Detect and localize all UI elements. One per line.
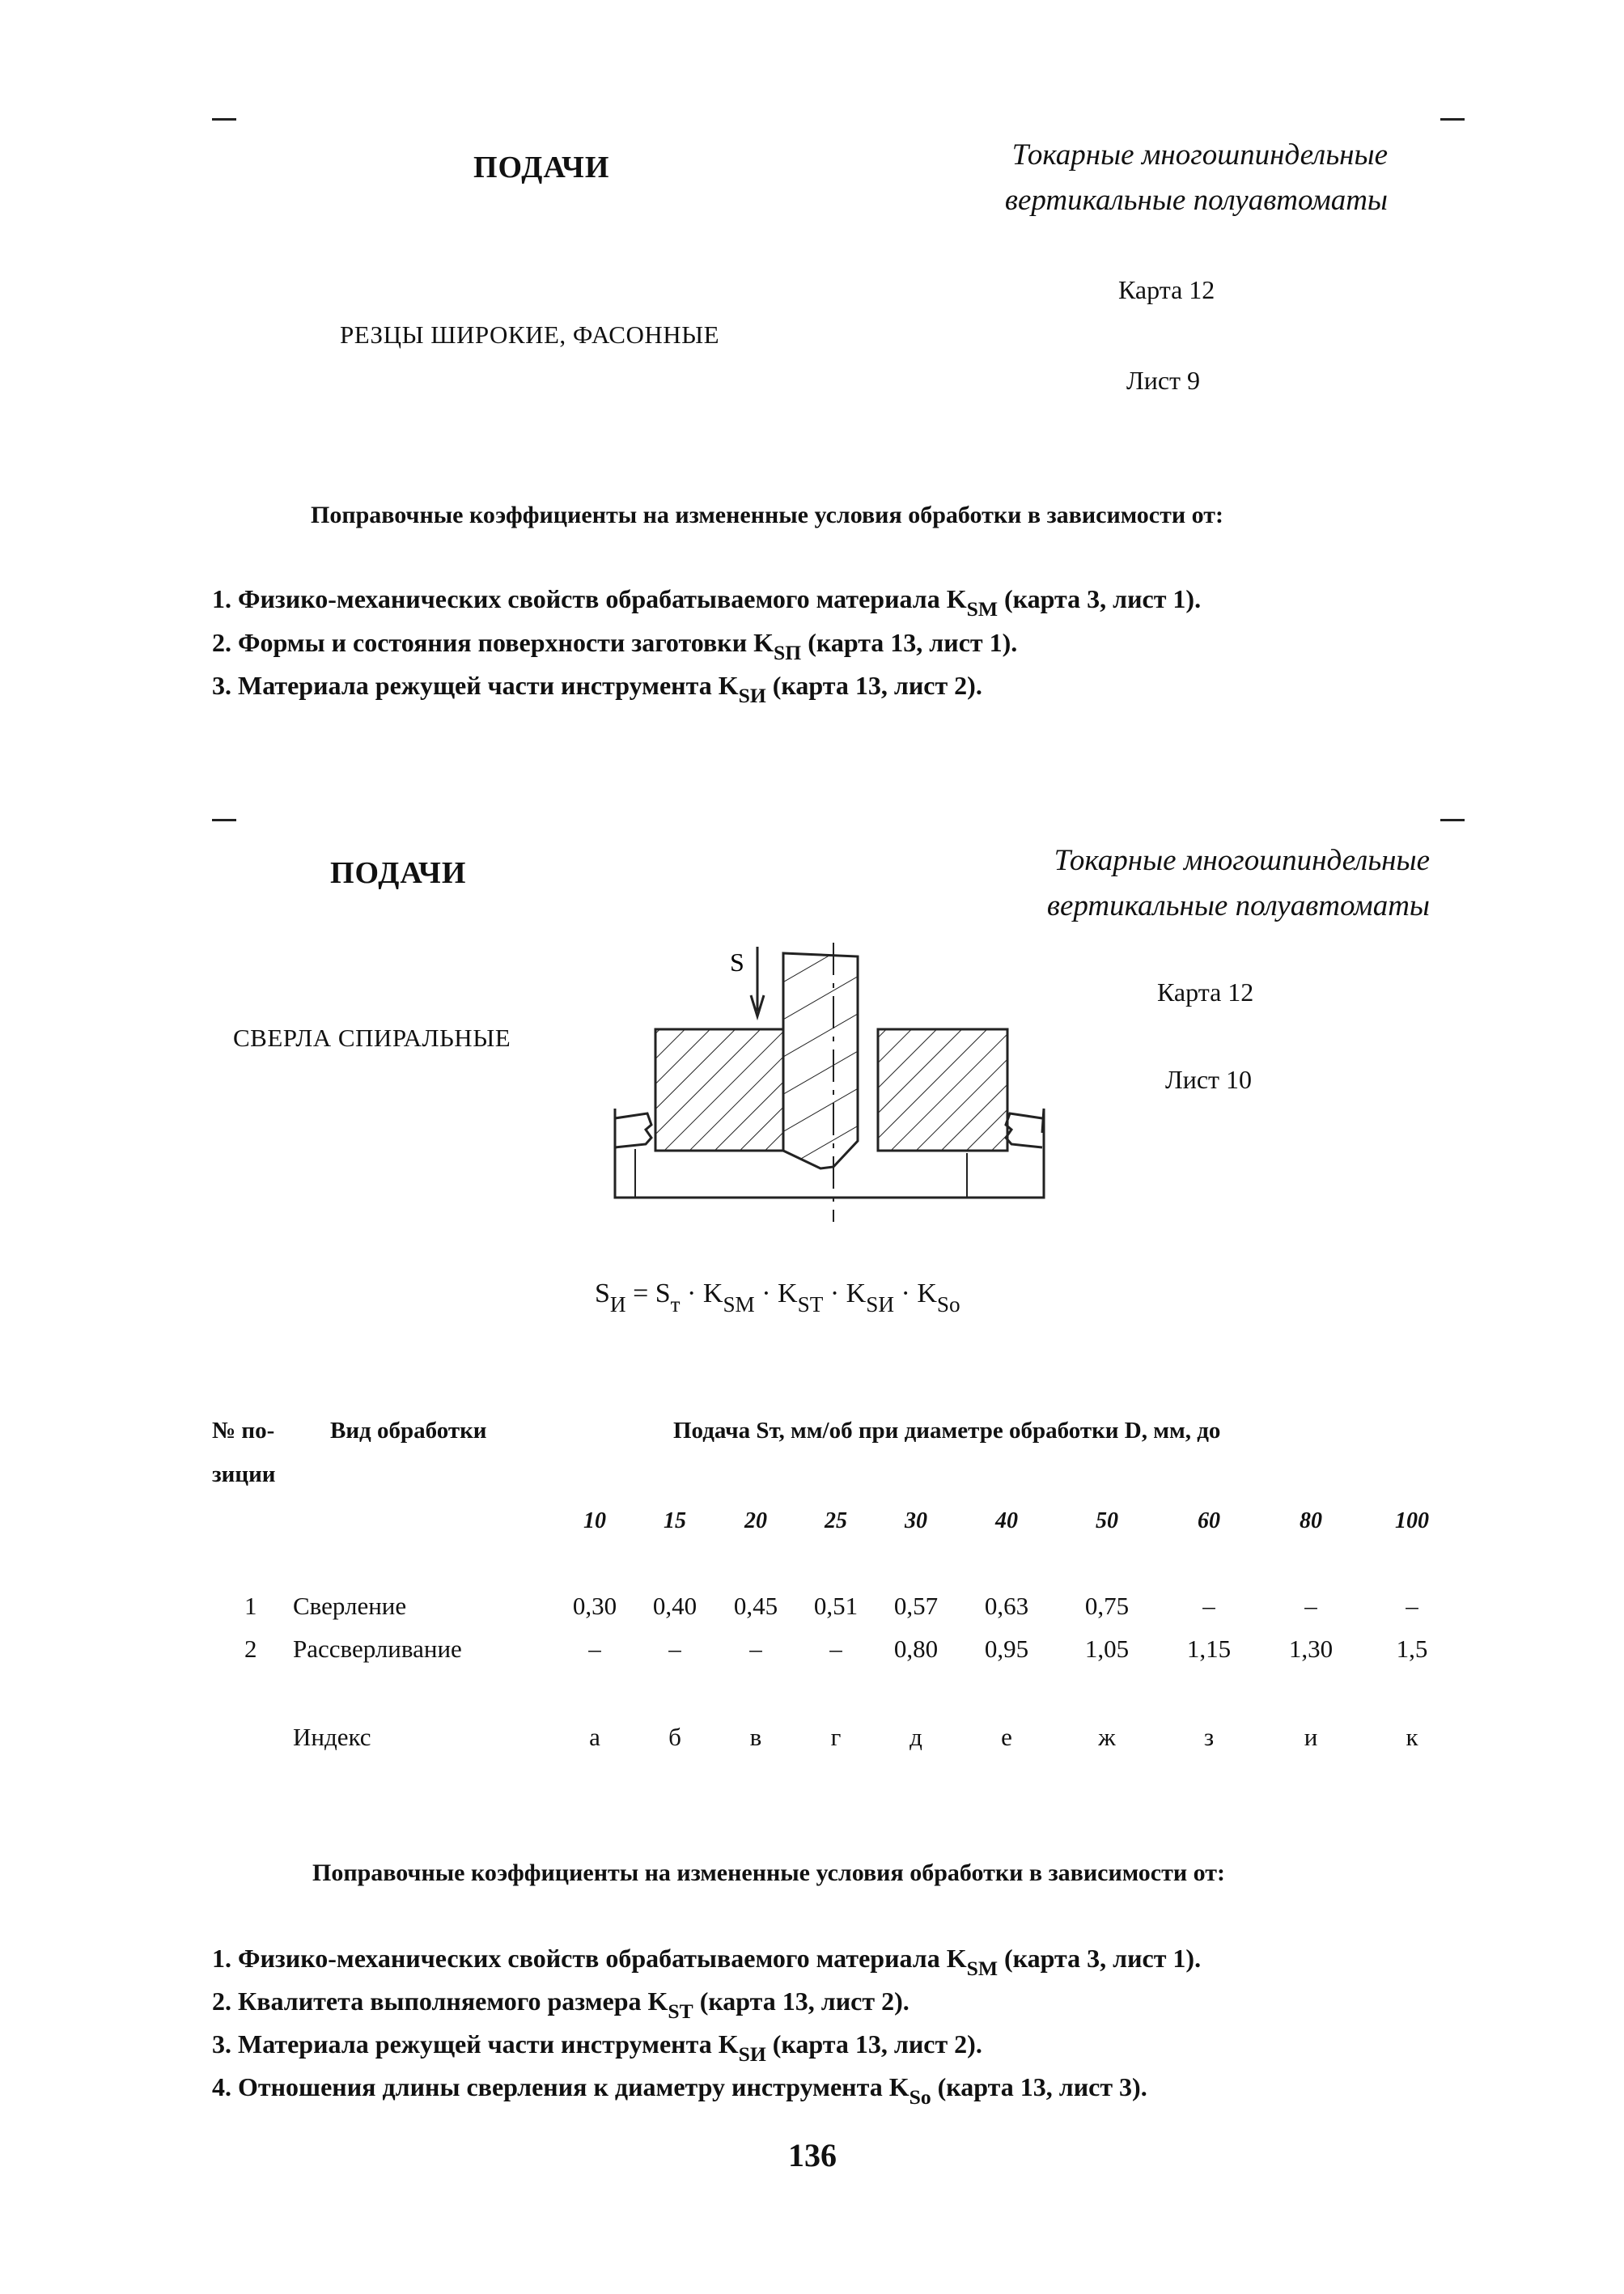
- section1-card: Карта 12: [1118, 275, 1215, 304]
- table-diameter: 10: [583, 1508, 606, 1533]
- table-index-cell: б: [668, 1723, 681, 1751]
- section1-machine-type: [1005, 133, 1388, 223]
- table-col-feed: Подача Sт, мм/об при диаметре обработки D, мм, до: [673, 1418, 1221, 1444]
- section1-correction-heading: Поправочные коэффициенты на измененные условия обработки в зависимости от:: [311, 502, 1223, 528]
- table-row-name: Сверление: [293, 1592, 407, 1620]
- table-index-cell: к: [1406, 1723, 1418, 1751]
- table-cell: 1,15: [1186, 1635, 1232, 1663]
- table-diameter: 100: [1395, 1508, 1429, 1533]
- table-index-cell: в: [749, 1723, 762, 1751]
- table-index-cell: е: [1001, 1723, 1012, 1751]
- drill-flutes: [783, 953, 858, 1168]
- table-index-cell: и: [1304, 1723, 1318, 1751]
- section1-item-2: 2. Формы и состояния поверхности заготовки $K_{SП}$ (карта 13, лист 1).: [212, 628, 1018, 665]
- table-cell: –: [588, 1635, 601, 1663]
- table-cell: –: [668, 1635, 681, 1663]
- section1-title: ПОДАЧИ: [473, 151, 610, 184]
- feed-formula: $S_И = S_т \cdot K_{SM} \cdot K_{ST} \cdot K_{SИ} \cdot K_{So}$: [595, 1278, 960, 1317]
- table-cell: 0,63: [984, 1592, 1029, 1620]
- page-number: 136: [788, 2137, 837, 2173]
- section2-card: Карта 12: [1157, 977, 1254, 1007]
- section1-machine-line1: Токарные многошпиндельные: [1011, 138, 1388, 172]
- table-cell: –: [1304, 1592, 1317, 1620]
- section1-sheet: Лист 9: [1126, 366, 1201, 395]
- section2-correction-heading: Поправочные коэффициенты на измененные условия обработки в зависимости от:: [312, 1859, 1225, 1886]
- section2-title: ПОДАЧИ: [330, 856, 467, 890]
- table-diameter: 60: [1198, 1508, 1220, 1533]
- table-index-cell: а: [589, 1723, 600, 1751]
- section2-sheet: Лист 10: [1165, 1065, 1253, 1094]
- table-diameter: 25: [825, 1508, 847, 1533]
- table-diameter: 40: [995, 1508, 1018, 1533]
- section2-tool: СВЕРЛА СПИРАЛЬНЫЕ: [233, 1024, 511, 1052]
- section2-item-2: 2. Квалитета выполняемого размера $K_{ST}$ (карта 13, лист 2).: [212, 1987, 910, 2024]
- feed-label: S: [730, 948, 744, 977]
- table-col-pos-line2: зиции: [212, 1461, 276, 1487]
- table-index-cell: д: [910, 1723, 922, 1751]
- table-row-name: Рассверливание: [293, 1635, 462, 1663]
- table-cell: 1,30: [1288, 1635, 1334, 1663]
- table-cell: 0,45: [733, 1592, 778, 1620]
- table-cell: 0,57: [893, 1592, 939, 1620]
- table-cell: –: [1406, 1592, 1418, 1620]
- table-row-number: 1: [244, 1592, 257, 1620]
- section2-item-3: 3. Материала режущей части инструмента $K_{SИ}$ (карта 13, лист 2).: [212, 2029, 982, 2067]
- table-diameter: 15: [664, 1508, 686, 1533]
- section1-machine-line2: вертикальные полуавтоматы: [1004, 184, 1388, 217]
- table-row-number: 2: [244, 1635, 257, 1663]
- section2-item-1: 1. Физико-механических свойств обрабатываемого материала $K_{SM}$ (карта 3, лист 1).: [212, 1944, 1202, 1981]
- workpiece-right: [878, 1029, 1007, 1151]
- table-cell: 0,75: [1084, 1592, 1130, 1620]
- table-cell: –: [1202, 1592, 1215, 1620]
- chuck-jaws-right: [1006, 1113, 1042, 1147]
- top-left-dash: [212, 118, 236, 121]
- table-index-label: Индекс: [293, 1723, 371, 1751]
- table-diameter: 50: [1096, 1508, 1118, 1533]
- mid-right-dash: [1440, 819, 1465, 821]
- table-diameter: 20: [744, 1508, 767, 1533]
- table-cell: 0,30: [572, 1592, 617, 1620]
- table-cell: 1,05: [1084, 1635, 1130, 1663]
- mid-left-dash: [212, 819, 236, 821]
- table-col-type: Вид обработки: [330, 1418, 487, 1444]
- table-cell: –: [829, 1635, 842, 1663]
- table-index-cell: ж: [1098, 1723, 1116, 1751]
- top-right-dash: [1440, 118, 1465, 121]
- table-diameter: 30: [905, 1508, 927, 1533]
- table-index-cell: г: [830, 1723, 842, 1751]
- table-cell: –: [749, 1635, 762, 1663]
- table-cell: 0,80: [893, 1635, 939, 1663]
- table-index-cell: з: [1203, 1723, 1215, 1751]
- section1-tool: РЕЗЦЫ ШИРОКИЕ, ФАСОННЫЕ: [340, 320, 720, 349]
- section2-item-4: 4. Отношения длины сверления к диаметру инструмента $K_{So}$ (карта 13, лист 3).: [212, 2072, 1147, 2110]
- table-cell: 0,40: [652, 1592, 698, 1620]
- table-diameter: 80: [1300, 1508, 1322, 1533]
- drilling-diagram: [599, 939, 1068, 1230]
- section2-machine-type: [1047, 838, 1430, 929]
- section2-machine-line1: Токарные многошпиндельные: [1054, 844, 1430, 877]
- table-col-pos-line1: № по-: [212, 1418, 275, 1444]
- chuck-jaws-left: [615, 1113, 651, 1147]
- section2-machine-line2: вертикальные полуавтоматы: [1046, 889, 1430, 922]
- section1-item-1: 1. Физико-механических свойств обрабатываемого материала $K_{SM}$ (карта 3, лист 1).: [212, 584, 1202, 621]
- table-cell: 0,95: [984, 1635, 1029, 1663]
- section1-item-3: 3. Материала режущей части инструмента $K_{SИ}$ (карта 13, лист 2).: [212, 671, 982, 708]
- table-cell: 0,51: [813, 1592, 859, 1620]
- table-cell: 1,5: [1396, 1635, 1428, 1663]
